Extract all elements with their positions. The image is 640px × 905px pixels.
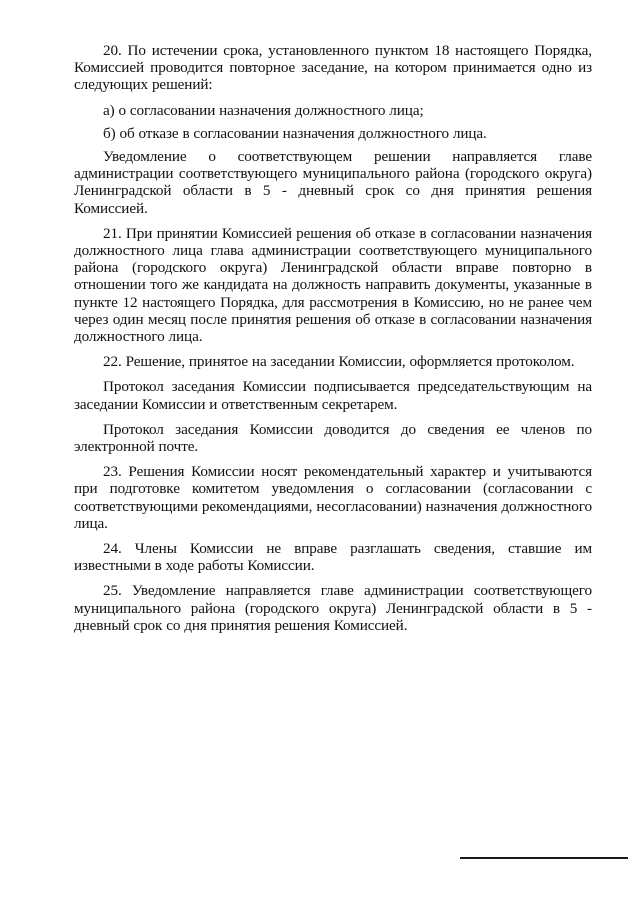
document-body: [74, 42, 592, 642]
option-b: б) об отказе в согласовании назначения должностного лица.: [103, 124, 487, 142]
protocol-distribution-paragraph: Протокол заседания Комиссии доводится до сведения ее членов по электронной почте.: [74, 420, 592, 456]
notification-paragraph: Уведомление о соответствующем решении направляется главе администрации соответствующего муниципального района (городского округа) Ленинградской области в 5 - дневный срок со дня принятия решения Комиссией.: [74, 148, 592, 217]
bottom-divider-line: [460, 857, 628, 859]
paragraph-24: 24. Члены Комиссии не вправе разглашать сведения, ставшие им известными в ходе работы Комиссии.: [74, 540, 592, 575]
paragraph-23: 23. Решения Комиссии носят рекомендательный характер и учитываются при подготовке комитетом уведомления о согласовании (согласовании с соответствующими рекомендациями, несогласовании) назначения должностного лица.: [74, 463, 592, 532]
paragraph-22: 22. Решение, принятое на заседании Комиссии, оформляется протоколом.: [103, 353, 575, 371]
option-a: а) о согласовании назначения должностного лица;: [103, 101, 424, 119]
paragraph-20: 20. По истечении срока, установленного пунктом 18 настоящего Порядка, Комиссией проводится повторное заседание, на котором принимается одно из следующих решений:: [74, 42, 592, 94]
protocol-signing-paragraph: Протокол заседания Комиссии подписывается председательствующим на заседании Комиссии и ответственным секретарем.: [74, 378, 592, 413]
paragraph-21: 21. При принятии Комиссией решения об отказе в согласовании назначения должностного лица глава администрации соответствующего муниципального района (городского округа) Ленинградской области вправе повторно в отношении того же кандидата на должность направить документы, указанные в пункте 12 настоящего Порядка, для рассмотрения в Комиссию, но не ранее чем через один месяц после принятия решения об отказе в согласовании назначения должностного лица.: [74, 224, 592, 346]
paragraph-25: 25. Уведомление направляется главе администрации соответствующего муниципального района (городского округа) Ленинградской области в 5 - дневный срок со дня принятия решения Комиссией.: [74, 582, 592, 634]
